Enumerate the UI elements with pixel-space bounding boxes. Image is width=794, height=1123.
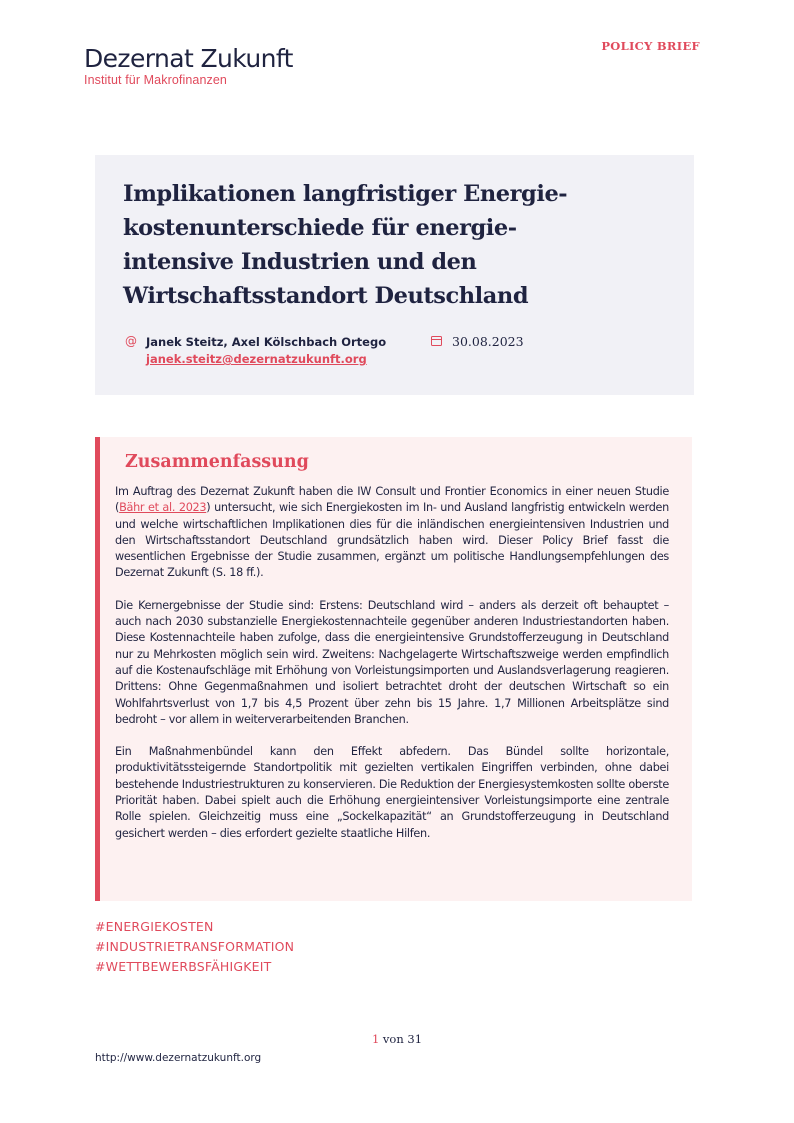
at-sign-icon: @ [125,334,137,348]
citation-link[interactable]: Bähr et al. 2023 [119,501,207,515]
footer-url[interactable]: http://www.dezernatzukunft.org [95,1052,262,1064]
calendar-icon [431,336,442,346]
title-line: Wirtschaftsstandort Deutschland [123,283,529,309]
title-block [95,155,694,395]
document-type-label: POLICY BRIEF [601,39,700,53]
publication-date: 30.08.2023 [452,334,524,349]
summary-paragraph: Die Kernergebnisse der Studie sind: Erstens: Deutschland wird – anders als derzeit oft behauptet – auch nach 2030 substanzielle Energiekostennachteile gegenüber anderen Industriestandorten haben. Diese Kostennachteile haben zufolge, dass die energieintensive Grundstofferzeugung in Deutschland nur zu Mehrkosten möglich sein wird. Zweitens: Nachgelagerte Wirtschaftszweige werden empfindlich auf die Kostenaufschläge mit Erhöhung von Vorleistungsimporten und Auslandsverlagerung reagieren. Drittens: Ohne Gegenmaßnahmen und isoliert betrachtet droht der deutschen Wirtschaft so ein Wohlfahrtsverlust von 1,7 bis 4,5 Prozent über zehn bis 15 Jahre. 1,7 Millionen Arbeitsplätze sind bedroht – vor allem in weiterverarbeitenden Branchen. [115,598,669,726]
current-page: 1 [371,1032,380,1046]
tag-item[interactable]: #INDUSTRIETRANSFORMATION [95,939,295,954]
summary-body [115,484,669,858]
logo [84,44,293,87]
summary-paragraph: Im Auftrag des Dezernat Zukunft haben die IW Consult und Frontier Economics in einer neuen Studie (Bähr et al. 2023) untersucht, wie sich Energiekosten im In- und Ausland langfristig entwickeln werden und welche wirtschaftlichen Implikationen dies für die inländischen energieintensiven Industrien und den Wirtschaftsstandort Deutschland grundsätzlich haben wird. Dieser Policy Brief fasst die wesentlichen Ergebnisse der Studie zusammen, ergänzt um politische Handlungsempfehlungen des Dezernat Zukunft (S. 18 ff.). [115,485,669,580]
page-number [0,1032,794,1046]
logo-subtitle: Institut für Makrofinanzen [84,73,227,87]
summary-section [95,437,692,901]
tag-item[interactable]: #ENERGIEKOSTEN [95,919,214,934]
summary-heading: Zusammenfassung [125,452,309,472]
title-line: kostenunterschiede für energie- [123,215,517,241]
logo-name: Dezernat Zukunft [84,44,293,73]
title-line: intensive Industrien und den [123,249,477,275]
authors: Janek Steitz, Axel Kölschbach Ortego [146,335,387,349]
page-total: von 31 [379,1032,423,1046]
tag-list [95,917,294,977]
summary-paragraph: Ein Maßnahmenbündel kann den Effekt abfedern. Das Bündel sollte horizontale, produktivitätssteigernde Standortpolitik mit gezielten vertikalen Eingriffen verbinden, ohne dabei bestehende Industriestrukturen zu konservieren. Die Reduktion der Energiesystemkosten sollte oberste Priorität haben. Dabei spielt auch die Erhöhung energieintensiver Vorleistungsimporte eine zentrale Rolle spielen. Gleichzeitig muss eine „Sockelkapazität“ an Grundstofferzeugung in Deutschland gesichert werden – dies erfordert gezielte staatliche Hilfen. [115,745,669,840]
document-title [123,177,683,313]
title-line: Implikationen langfristiger Energie- [123,181,568,207]
author-email-link[interactable]: janek.steitz@dezernatzukunft.org [146,352,367,366]
tag-item[interactable]: #WETTBEWERBSFÄHIGKEIT [95,959,272,974]
